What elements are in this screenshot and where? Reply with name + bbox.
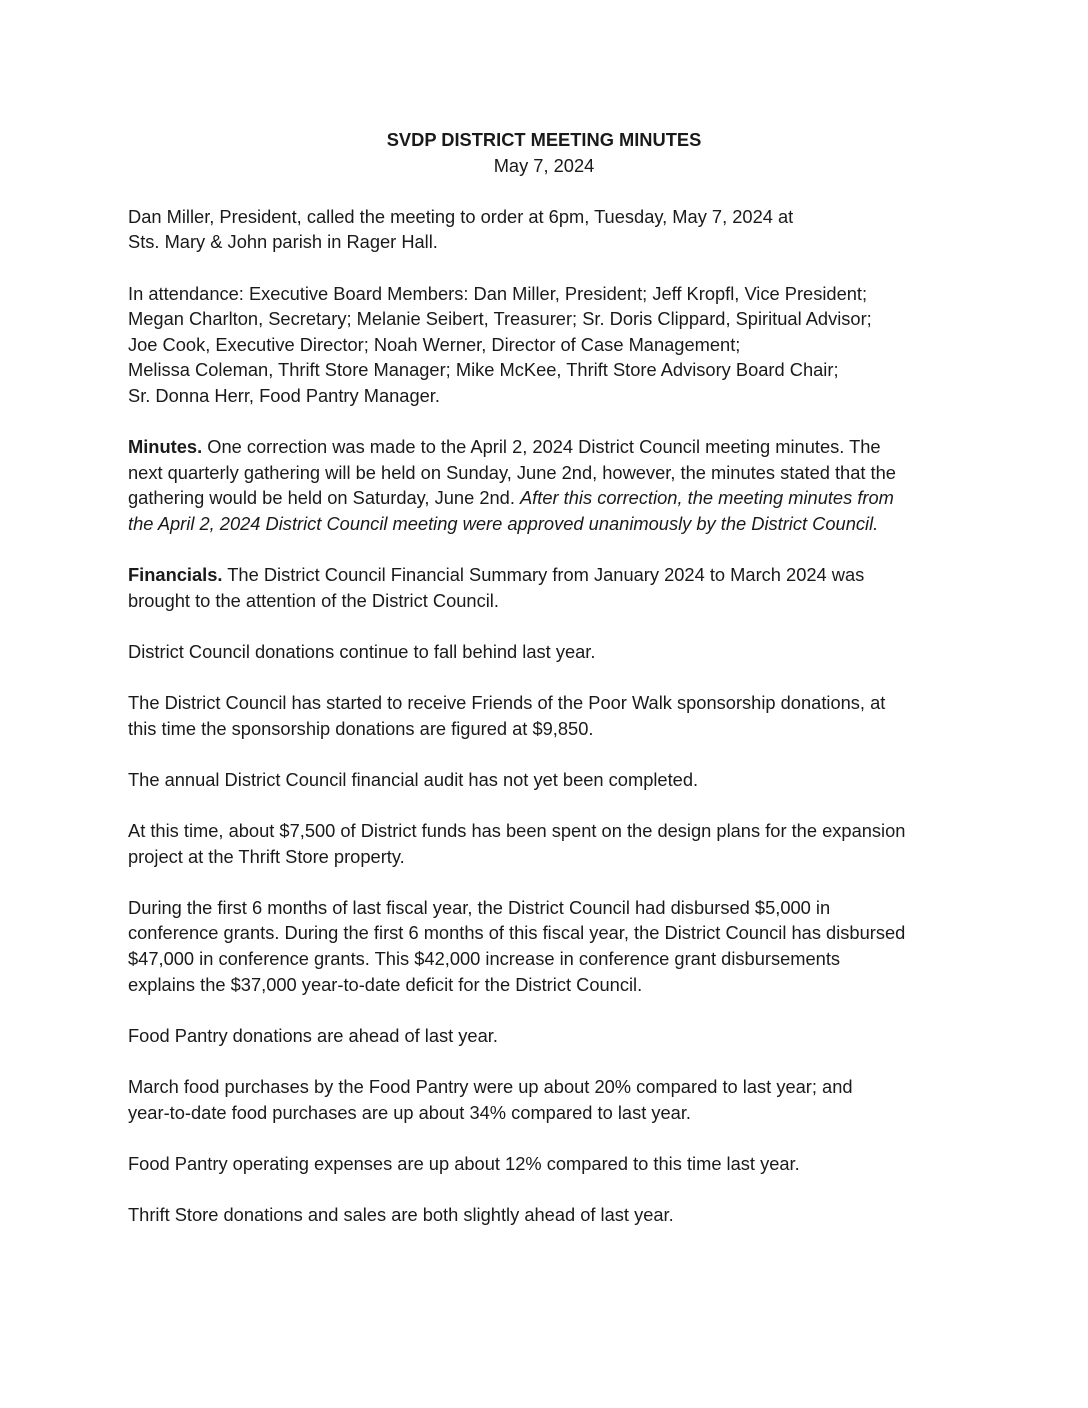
note-line: During the first 6 months of last fiscal year, the District Council had disbursed $5,000 in	[128, 896, 831, 918]
title-block	[128, 127, 960, 178]
note-line: Food Pantry donations are ahead of last year.	[128, 1024, 498, 1046]
note-line: this time the sponsorship donations are figured at $9,850.	[128, 717, 594, 739]
note-paragraph	[128, 690, 968, 741]
note-line: $47,000 in conference grants. This $42,000 increase in conference grant disbursements	[128, 948, 841, 969]
note-line: year-to-date food purchases are up about 34% compared to last year.	[128, 1101, 691, 1123]
note-paragraph	[128, 639, 968, 665]
note-paragraph	[128, 818, 968, 869]
minutes-line	[128, 485, 968, 511]
note-paragraph	[128, 895, 968, 997]
note-line: project at the Thrift Store property.	[128, 845, 405, 867]
minutes-line	[128, 434, 968, 460]
note-line: At this time, about $7,500 of District funds has been spent on the design plans for the expansion	[128, 820, 906, 842]
note-paragraph	[128, 1202, 968, 1228]
note-line: conference grants. During the first 6 months of this fiscal year, the District Council has disbursed	[128, 922, 906, 944]
minutes-approval-line: the April 2, 2024 District Council meeting were approved unanimously by the District Council.	[128, 512, 879, 534]
financials-line	[128, 562, 968, 588]
minutes-paragraph	[128, 434, 968, 536]
note-line: explains the $37,000 year-to-date deficit for the District Council.	[128, 973, 643, 995]
attendance-line: Joe Cook, Executive Director; Noah Werner, Director of Case Management;	[128, 333, 741, 355]
attendance-line: Megan Charlton, Secretary; Melanie Seibert, Treasurer; Sr. Doris Clippard, Spiritual Advisor;	[128, 308, 872, 330]
note-line: The District Council has started to receive Friends of the Poor Walk sponsorship donations, at	[128, 692, 886, 714]
financials-paragraph	[128, 562, 968, 613]
attendance-paragraph	[128, 281, 968, 409]
note-line: March food purchases by the Food Pantry were up about 20% compared to last year; and	[128, 1075, 853, 1097]
note-line: Food Pantry operating expenses are up about 12% compared to this time last year.	[128, 1152, 800, 1174]
financials-line: brought to the attention of the District Council.	[128, 589, 499, 611]
opening-line: Dan Miller, President, called the meeting to order at 6pm, Tuesday, May 7, 2024 at	[128, 205, 794, 227]
minutes-text: gathering would be held on Saturday, June 2nd.	[128, 487, 520, 509]
note-paragraph	[128, 1074, 968, 1125]
minutes-line: next quarterly gathering will be held on Sunday, June 2nd, however, the minutes stated that the	[128, 461, 896, 483]
note-paragraph	[128, 767, 968, 793]
attendance-line: Melissa Coleman, Thrift Store Manager; Mike McKee, Thrift Store Advisory Board Chair;	[128, 359, 839, 381]
attendance-line: Sr. Donna Herr, Food Pantry Manager.	[128, 384, 440, 406]
minutes-heading: Minutes.	[128, 436, 203, 458]
note-line: The annual District Council financial audit has not yet been completed.	[128, 768, 699, 790]
note-paragraph	[128, 1151, 968, 1177]
note-line: District Council donations continue to fall behind last year.	[128, 640, 596, 662]
minutes-text: One correction was made to the April 2, 2024 District Council meeting minutes. The	[202, 436, 881, 458]
financials-heading: Financials.	[128, 564, 223, 586]
note-paragraph	[128, 1023, 968, 1049]
attendance-line: In attendance: Executive Board Members: Dan Miller, President; Jeff Kropfl, Vice President;	[128, 282, 868, 304]
document-date: May 7, 2024	[493, 154, 595, 176]
minutes-approval-text: After this correction, the meeting minutes from	[519, 487, 894, 509]
financials-text: The District Council Financial Summary from January 2024 to March 2024 was	[222, 564, 865, 586]
document-body	[128, 127, 968, 1253]
note-line: Thrift Store donations and sales are both slightly ahead of last year.	[128, 1203, 674, 1225]
opening-paragraph	[128, 204, 968, 255]
document-title: SVDP DISTRICT MEETING MINUTES	[386, 129, 702, 150]
financial-notes	[128, 639, 968, 1228]
opening-line: Sts. Mary & John parish in Rager Hall.	[128, 231, 438, 253]
